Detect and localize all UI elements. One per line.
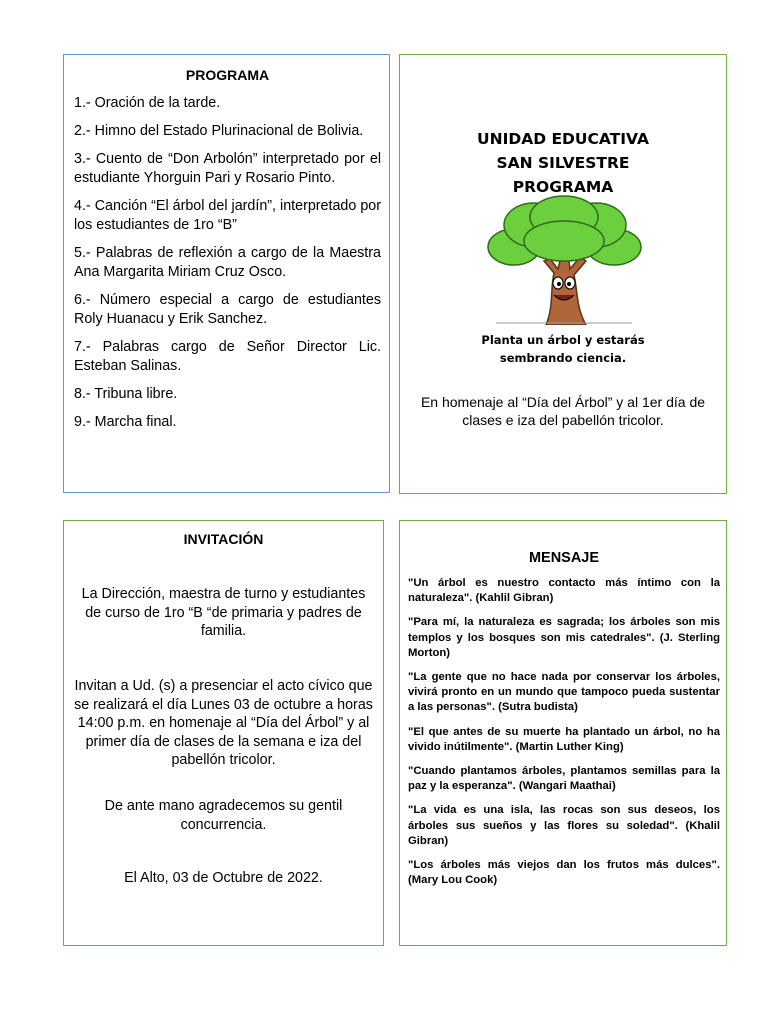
quote-list [408,576,720,888]
quote: "Los árboles más viejos dan los frutos más dulces". (Mary Lou Cook) [408,859,720,887]
programa-item: 8.- Tribuna libre. [74,386,178,402]
programa-item: 9.- Marcha final. [74,414,177,430]
cover-panel [399,54,727,494]
invitacion-panel [63,520,384,946]
invitacion-paragraph: La Dirección, maestra de turno y estudiantes de curso de 1ro “B “de primaria y padres de familia. [81,586,366,639]
quote: "El que antes de su muerte ha plantado un árbol, no ha vivido inútilmente". (Martin Luther King) [408,725,720,753]
programa-item: 5.- Palabras de reflexión a cargo de la Maestra Ana Margarita Miriam Cruz Osco. [74,245,381,280]
programa-panel [63,54,390,493]
cartoon-tree-icon [484,195,644,325]
programa-title: PROGRAMA [185,67,270,83]
invitacion-paragraph: Invitan a Ud. (s) a presenciar el acto cívico que se realizará el día Lunes 03 de octubre a horas 14:00 p.m. en homenaje al “Día del Árbol” y al primer día de clases de la semana e iza del pabellón tricolor. [74,678,373,768]
school-name-line: SAN SILVESTRE [496,154,630,172]
mensaje-title: MENSAJE [528,550,600,566]
programa-item: 7.- Palabras cargo de Señor Director Lic. Esteban Salinas. [74,339,381,374]
quote: "La gente que no hace nada por conservar los árboles, vivirá pronto en un mundo que tampoco pueda sustentar a las personas". (Sutra budista) [408,671,720,714]
programa-item: 3.- Cuento de “Don Arbolón” interpretado por el estudiante Yhorguin Pari y Rosario Pinto. [74,151,381,186]
programa-item: 6.- Número especial a cargo de estudiantes Roly Huanacu y Erik Sanchez. [74,292,381,327]
quote: "Para mí, la naturaleza es sagrada; los árboles son mis templos y los bosques son mis catedrales". (J. Sterling Morton) [408,616,720,659]
invitacion-title: INVITACIÓN [183,531,264,547]
school-title [400,127,726,199]
motto-line: sembrando ciencia. [499,351,627,365]
programa-item: 2.- Himno del Estado Plurinacional de Bolivia. [74,123,364,139]
invitacion-paragraph: De ante mano agradecemos su gentil concurrencia. [104,798,343,833]
motto-line: Planta un árbol y estarás [481,333,645,347]
invitacion-date: El Alto, 03 de Octubre de 2022. [124,870,323,886]
programa-item: 4.- Canción “El árbol del jardín”, interpretado por los estudiantes de 1ro “B” [74,198,381,233]
motto [400,331,726,367]
homenaje-text: En homenaje al “Día del Árbol” y al 1er día de clases e iza del pabellón tricolor. [420,394,706,428]
quote: "Cuando plantamos árboles, plantamos semillas para la paz y la esperanza". (Wangari Maathai) [408,765,720,793]
quote: "La vida es una isla, las rocas son sus deseos, los árboles sus sueños y las flores su soledad". (Khalil Gibran) [408,804,720,847]
programa-item: 1.- Oración de la tarde. [74,95,221,111]
program-label: PROGRAMA [512,178,614,196]
mensaje-panel [399,520,727,946]
quote: "Un árbol es nuestro contacto más íntimo con la naturaleza". (Kahlil Gibran) [408,577,720,605]
programa-list [74,94,381,432]
school-name-line: UNIDAD EDUCATIVA [477,130,649,148]
